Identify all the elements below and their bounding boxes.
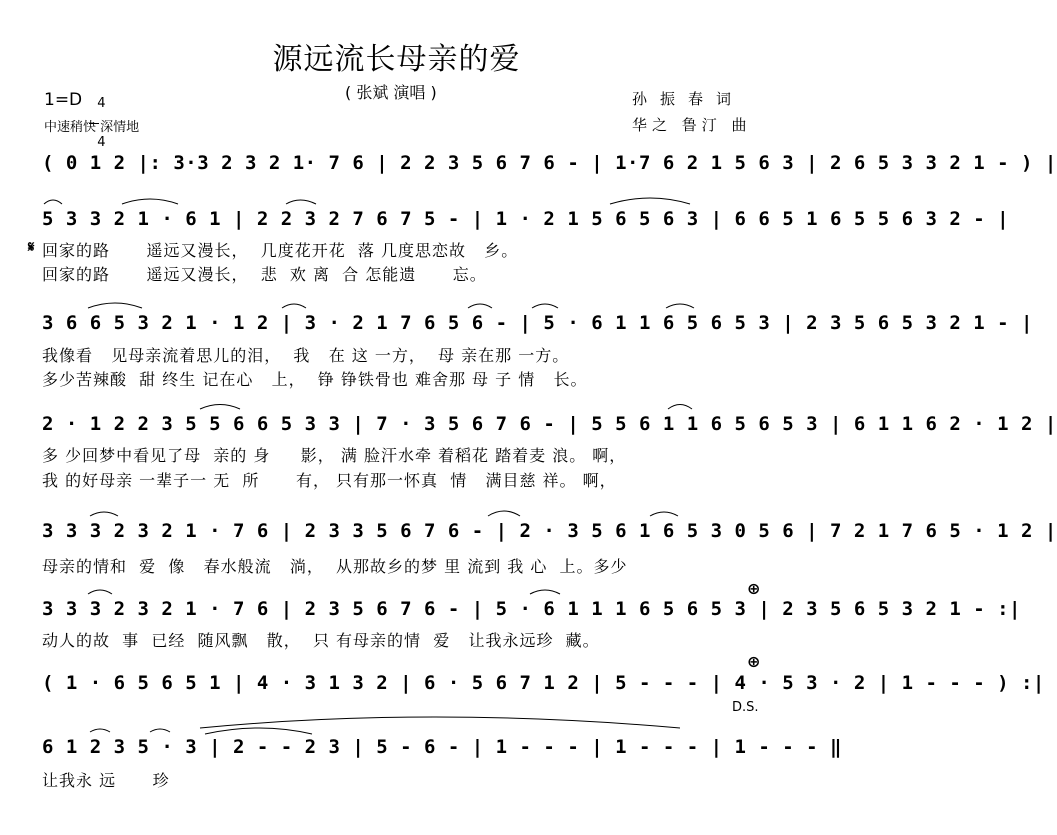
- slur-arc: [88, 303, 142, 308]
- singer-credit: ( 张斌 演唱 ): [345, 83, 437, 102]
- music-line-4: 2 · 1 2 2 3 5 5 6 6 5 3 3 | 7 · 3 5 6 7 6 - | 5 5 6 1 1 6 5 6 5 3 | 6 1 1 6 2 · 1 2 |: [42, 413, 1057, 435]
- music-line-5: 3 3 3 2 3 2 1 · 7 6 | 2 3 3 5 6 7 6 - | 2 · 3 5 6 1 6 5 3 0 5 6 | 7 2 1 7 6 5 · 1 2 |: [42, 520, 1057, 542]
- lyricist-credit: 孙振春词: [632, 90, 745, 108]
- music-line-3: 3 6 6 5 3 2 1 · 1 2 | 3 · 2 1 7 6 5 6 - | 5 · 6 1 1 6 5 6 5 3 | 2 3 5 6 5 3 2 1 - |: [42, 312, 1033, 334]
- slur-arc: [205, 728, 312, 734]
- time-signature-bottom: 4: [97, 135, 106, 150]
- slur-arc: [668, 405, 692, 410]
- lyric-line-2-verse-2: 回家的路 遥远又漫长， 悲 欢 离 合 怎能遗 忘。: [42, 265, 487, 284]
- lyric-line-2-verse-1: 回家的路 遥远又漫长， 几度花开花 落 几度思恋故 乡。: [42, 241, 519, 260]
- slur-arc: [286, 200, 316, 204]
- tempo-marking: 中速稍快 深情地: [44, 120, 140, 135]
- slur-arc: [88, 590, 112, 594]
- slur-arc: [650, 512, 678, 516]
- slur-arc: [610, 198, 690, 204]
- lyric-line-8: 让我永 远 珍: [42, 771, 170, 790]
- key-signature: 1=D: [44, 90, 83, 110]
- lyric-line-3-verse-1: 我像看 见母亲流着思儿的泪， 我 在 这 一方， 母 亲在那 一方。: [42, 346, 570, 365]
- slur-arc: [200, 717, 680, 728]
- slur-arc: [530, 590, 560, 594]
- coda-icon: ⊕: [747, 579, 761, 598]
- slur-arc: [44, 200, 62, 204]
- dal-segno-marking: D.S.: [732, 700, 759, 715]
- lyric-line-4-verse-1: 多 少回梦中看见了母 亲的 身 影， 满 脸汗水牵 着稻花 踏着麦 浪。 啊，: [42, 446, 627, 465]
- slur-arc: [90, 512, 118, 516]
- slur-arc: [532, 304, 558, 308]
- slur-arc: [468, 304, 492, 308]
- slur-arc: [488, 511, 520, 516]
- slur-arc: [90, 729, 110, 732]
- music-line-6: 3 3 3 2 3 2 1 · 7 6 | 2 3 5 6 7 6 - | 5 · 6 1 1 1 6 5 6 5 3 | 2 3 5 6 5 3 2 1 - :|: [42, 598, 1021, 620]
- slur-arc: [122, 199, 178, 204]
- music-line-2: 5 3 3 2 1 · 6 1 | 2 2 3 2 7 6 7 5 - | 1 · 2 1 5 6 5 6 3 | 6 6 5 1 6 5 5 6 3 2 - |: [42, 208, 1010, 230]
- segno-icon: 𝄋: [28, 238, 35, 256]
- coda-icon: ⊕: [747, 652, 761, 671]
- lyric-line-4-verse-2: 我 的好母亲 一辈子一 无 所 有， 只有那一怀真 情 满目慈 祥。 啊，: [42, 471, 617, 490]
- slur-arc: [282, 304, 306, 308]
- composer-credit: 华之 鲁汀 曲: [632, 116, 752, 134]
- slur-arc: [666, 304, 694, 308]
- slur-arc: [150, 729, 170, 732]
- lyric-line-5: 母亲的情和 爱 像 春水般流 淌， 从那故乡的梦 里 流到 我 心 上。多少: [42, 557, 628, 576]
- slur-arc: [200, 405, 240, 410]
- lyric-line-6: 动人的故 事 已经 随风飘 散， 只 有母亲的情 爱 让我永远珍 藏。: [42, 631, 600, 650]
- music-line-1: ( 0 1 2 |: 3·3 2 3 2 1· 7 6 | 2 2 3 5 6 7 6 - | 1·7 6 2 1 5 6 3 | 2 6 5 3 3 2 1 - ) |: [42, 152, 1057, 174]
- page-title: 源远流长母亲的爱: [272, 42, 521, 77]
- music-line-8: 6 1 2 3 5 · 3 | 2 - - 2 3 | 5 - 6 - | 1 - - - | 1 - - - | 1 - - - ‖: [42, 736, 842, 758]
- time-signature-top: 4: [97, 96, 106, 111]
- music-line-7: ( 1 · 6 5 6 5 1 | 4 · 3 1 3 2 | 6 · 5 6 7 1 2 | 5 - - - | 4 · 5 3 · 2 | 1 - - - ) :|: [42, 672, 1045, 694]
- lyric-line-3-verse-2: 多少苦辣酸 甜 终生 记在心 上， 铮 铮铁骨也 难舍那 母 子 情 长。: [42, 370, 588, 389]
